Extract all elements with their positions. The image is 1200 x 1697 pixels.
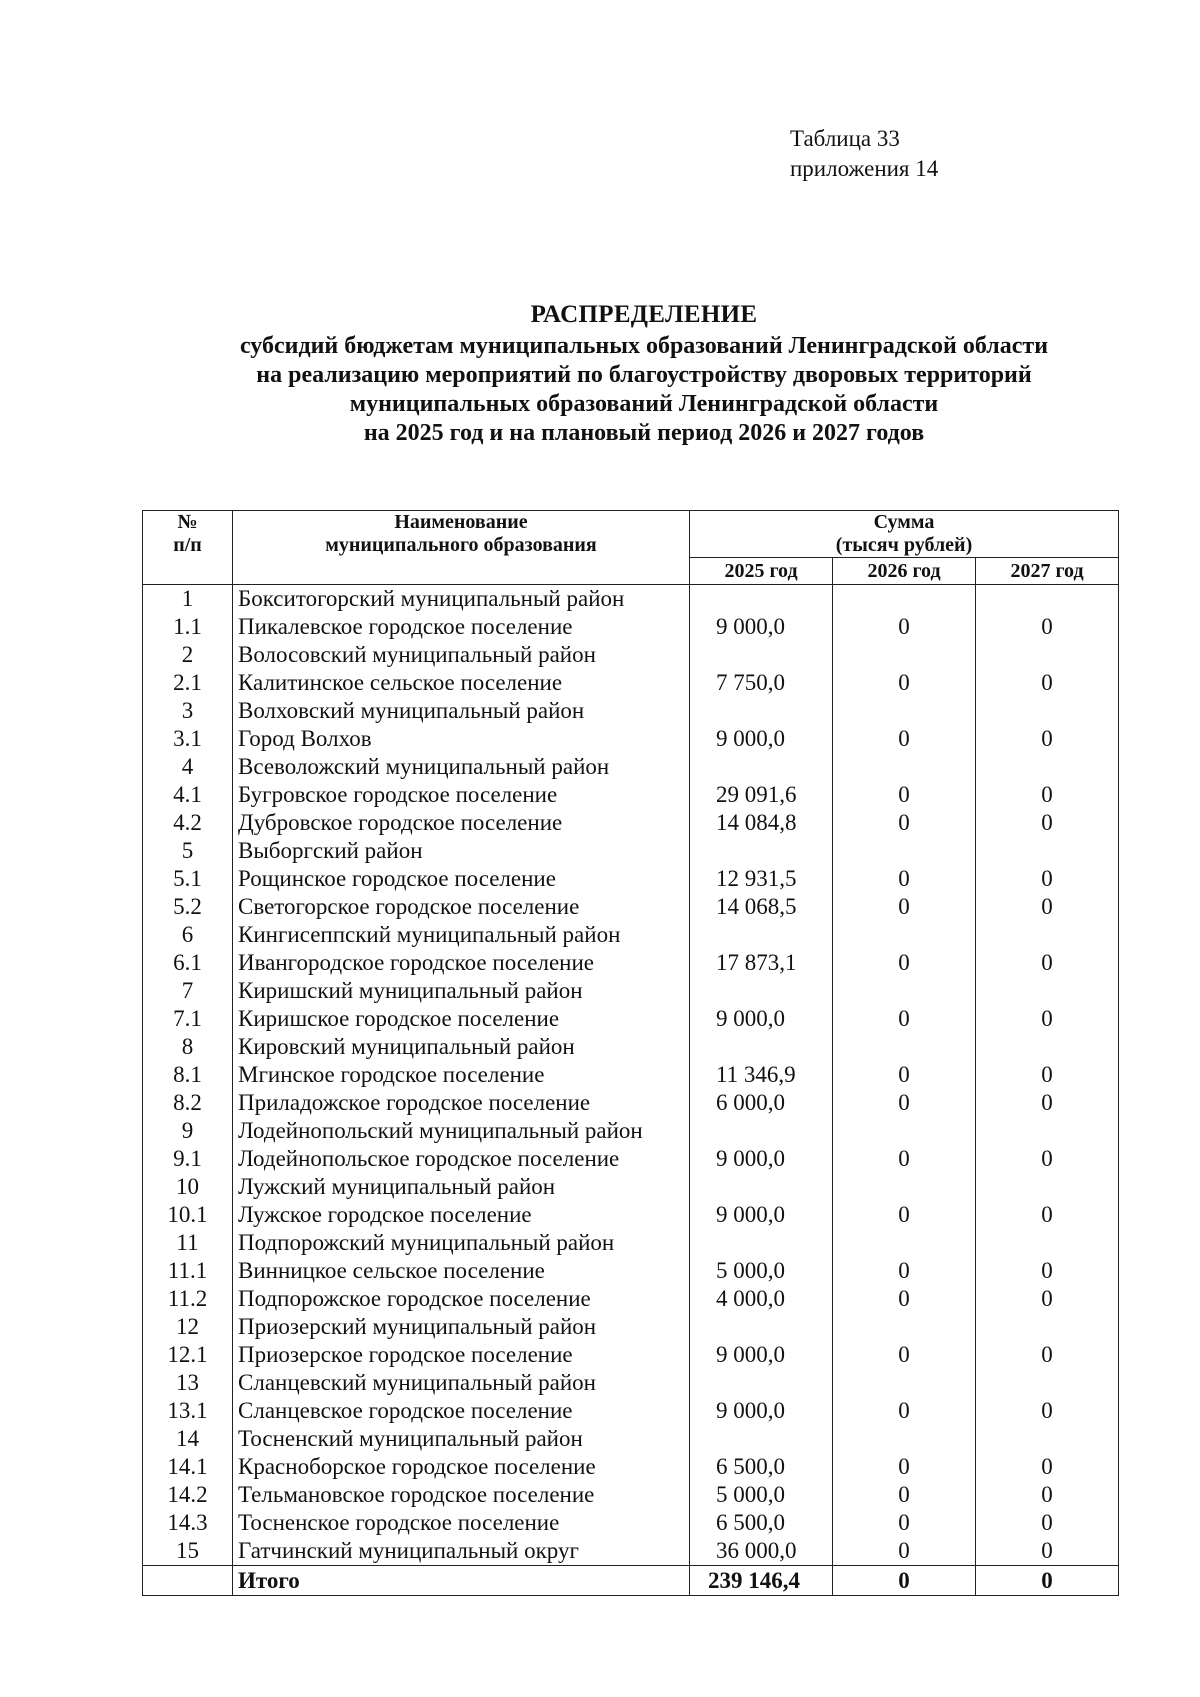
- row-value-2026: 0: [833, 1537, 976, 1566]
- table-row: [143, 613, 1119, 641]
- row-value-2026: [833, 1313, 976, 1341]
- row-value-2027: 0: [976, 1481, 1119, 1509]
- row-value-2026: [833, 753, 976, 781]
- row-number: 10: [143, 1173, 233, 1201]
- row-number: 14: [143, 1425, 233, 1453]
- row-name: Волосовский муниципальный район: [233, 641, 690, 669]
- row-value-2025: [690, 977, 833, 1005]
- table-row: [143, 1005, 1119, 1033]
- row-value-2027: 0: [976, 809, 1119, 837]
- row-value-2027: 0: [976, 613, 1119, 641]
- table-reference: [790, 124, 938, 184]
- appendix-number: приложения 14: [790, 156, 939, 181]
- row-number: 9.1: [143, 1145, 233, 1173]
- row-value-2026: 0: [833, 1509, 976, 1537]
- row-value-2026: 0: [833, 1397, 976, 1425]
- row-name: Светогорское городское поселение: [233, 893, 690, 921]
- table-row: [143, 585, 1119, 614]
- row-value-2025: [690, 1229, 833, 1257]
- row-value-2027: 0: [976, 1201, 1119, 1229]
- row-number: 14.3: [143, 1509, 233, 1537]
- row-value-2026: 0: [833, 669, 976, 697]
- row-name: Рощинское городское поселение: [233, 865, 690, 893]
- row-number: 14.2: [143, 1481, 233, 1509]
- row-number: 12.1: [143, 1341, 233, 1369]
- row-number: 11.1: [143, 1257, 233, 1285]
- row-number: 4.1: [143, 781, 233, 809]
- row-value-2025: 9 000,0: [690, 725, 833, 753]
- row-value-2027: 0: [976, 781, 1119, 809]
- row-value-2026: [833, 977, 976, 1005]
- title-line: муниципальных образований Ленинградской области: [349, 391, 939, 417]
- table-row: [143, 1425, 1119, 1453]
- title-line: на 2025 год и на плановый период 2026 и 2027 годов: [363, 420, 925, 446]
- row-value-2027: [976, 1425, 1119, 1453]
- table-row: [143, 1229, 1119, 1257]
- row-value-2027: 0: [976, 1285, 1119, 1313]
- row-value-2025: [690, 1313, 833, 1341]
- row-value-2025: [690, 1369, 833, 1397]
- row-value-2026: 0: [833, 893, 976, 921]
- row-value-2026: [833, 641, 976, 669]
- header-text: п/п: [173, 534, 202, 556]
- row-name: Лодейнопольский муниципальный район: [233, 1117, 690, 1145]
- row-value-2025: 6 500,0: [690, 1453, 833, 1481]
- row-value-2025: [690, 921, 833, 949]
- row-value-2026: 0: [833, 1453, 976, 1481]
- row-number: 11.2: [143, 1285, 233, 1313]
- row-name: Ивангородское городское поселение: [233, 949, 690, 977]
- table-row: [143, 1509, 1119, 1537]
- row-number: 8: [143, 1033, 233, 1061]
- table-row: [143, 1089, 1119, 1117]
- row-name: Лодейнопольское городское поселение: [233, 1145, 690, 1173]
- row-name: Выборгский район: [233, 837, 690, 865]
- row-value-2027: 0: [976, 725, 1119, 753]
- table-row: [143, 1285, 1119, 1313]
- table-number: Таблица 33: [790, 126, 900, 151]
- row-name: Тельмановское городское поселение: [233, 1481, 690, 1509]
- row-value-2027: 0: [976, 1061, 1119, 1089]
- row-value-2025: 9 000,0: [690, 1145, 833, 1173]
- row-value-2026: [833, 921, 976, 949]
- row-number: 1: [143, 585, 233, 614]
- row-value-2025: [690, 753, 833, 781]
- row-value-2027: [976, 753, 1119, 781]
- row-value-2027: 0: [976, 1397, 1119, 1425]
- table-row: [143, 1369, 1119, 1397]
- total-number-cell: [143, 1566, 233, 1596]
- row-number: 12: [143, 1313, 233, 1341]
- row-name: Винницкое сельское поселение: [233, 1257, 690, 1285]
- row-value-2027: 0: [976, 893, 1119, 921]
- table-row: [143, 1341, 1119, 1369]
- row-value-2026: 0: [833, 809, 976, 837]
- header-text: Наименование: [394, 511, 528, 533]
- row-value-2026: [833, 1173, 976, 1201]
- row-value-2025: 5 000,0: [690, 1481, 833, 1509]
- table-row: [143, 949, 1119, 977]
- row-value-2025: 14 068,5: [690, 893, 833, 921]
- row-value-2027: 0: [976, 1005, 1119, 1033]
- row-value-2025: 9 000,0: [690, 613, 833, 641]
- row-value-2025: 7 750,0: [690, 669, 833, 697]
- column-header-2027: 2027 год: [976, 558, 1119, 585]
- row-name: Бугровское городское поселение: [233, 781, 690, 809]
- row-name: Киришское городское поселение: [233, 1005, 690, 1033]
- row-number: 5.2: [143, 893, 233, 921]
- row-value-2025: 11 346,9: [690, 1061, 833, 1089]
- row-number: 13.1: [143, 1397, 233, 1425]
- row-value-2027: [976, 921, 1119, 949]
- row-value-2026: [833, 837, 976, 865]
- row-value-2025: [690, 641, 833, 669]
- row-value-2025: [690, 1117, 833, 1145]
- row-value-2025: 6 000,0: [690, 1089, 833, 1117]
- row-name: Дубровское городское поселение: [233, 809, 690, 837]
- row-name: Бокситогорский муниципальный район: [233, 585, 690, 614]
- table-row: [143, 1537, 1119, 1566]
- row-value-2026: 0: [833, 865, 976, 893]
- row-name: Волховский муниципальный район: [233, 697, 690, 725]
- table-row: [143, 697, 1119, 725]
- row-value-2027: [976, 1229, 1119, 1257]
- row-number: 1.1: [143, 613, 233, 641]
- row-value-2027: 0: [976, 669, 1119, 697]
- table-row: [143, 753, 1119, 781]
- row-name: Приладожское городское поселение: [233, 1089, 690, 1117]
- row-value-2025: 4 000,0: [690, 1285, 833, 1313]
- row-value-2025: 29 091,6: [690, 781, 833, 809]
- column-header-sum: [690, 511, 1119, 558]
- row-number: 8.1: [143, 1061, 233, 1089]
- row-value-2025: 14 084,8: [690, 809, 833, 837]
- row-value-2026: 0: [833, 781, 976, 809]
- table-row: [143, 893, 1119, 921]
- total-label: Итого: [233, 1566, 690, 1596]
- row-value-2026: 0: [833, 1201, 976, 1229]
- table-row: [143, 1117, 1119, 1145]
- header-text: (тысяч рублей): [835, 534, 973, 556]
- table-row: [143, 669, 1119, 697]
- row-name: Киришский муниципальный район: [233, 977, 690, 1005]
- table-row: [143, 1061, 1119, 1089]
- row-name: Гатчинский муниципальный округ: [233, 1537, 690, 1566]
- row-value-2026: [833, 1425, 976, 1453]
- row-value-2025: [690, 1425, 833, 1453]
- table-row: [143, 921, 1119, 949]
- total-row: [143, 1566, 1119, 1596]
- row-number: 5.1: [143, 865, 233, 893]
- total-2025: 239 146,4: [690, 1566, 833, 1596]
- row-value-2025: 17 873,1: [690, 949, 833, 977]
- table-row: [143, 725, 1119, 753]
- total-2026: 0: [833, 1566, 976, 1596]
- table-row: [143, 781, 1119, 809]
- document-title: [0, 300, 1200, 448]
- row-number: 15: [143, 1537, 233, 1566]
- row-value-2025: 6 500,0: [690, 1509, 833, 1537]
- table-row: [143, 1145, 1119, 1173]
- row-number: 8.2: [143, 1089, 233, 1117]
- row-value-2026: 0: [833, 1341, 976, 1369]
- title-line: субсидий бюджетам муниципальных образований Ленинградской области: [239, 333, 1049, 359]
- row-value-2027: [976, 1313, 1119, 1341]
- row-value-2025: [690, 1033, 833, 1061]
- row-value-2027: 0: [976, 1537, 1119, 1566]
- header-text: Сумма: [873, 511, 935, 533]
- row-value-2026: [833, 1117, 976, 1145]
- row-name: Сланцевский муниципальный район: [233, 1369, 690, 1397]
- row-number: 3.1: [143, 725, 233, 753]
- row-value-2027: [976, 1033, 1119, 1061]
- row-value-2027: 0: [976, 865, 1119, 893]
- row-value-2027: 0: [976, 1145, 1119, 1173]
- table-row: [143, 809, 1119, 837]
- row-value-2026: [833, 1229, 976, 1257]
- row-value-2027: 0: [976, 1089, 1119, 1117]
- row-name: Кингисеппский муниципальный район: [233, 921, 690, 949]
- column-header-2026: 2026 год: [833, 558, 976, 585]
- table-row: [143, 1201, 1119, 1229]
- row-name: Тосненский муниципальный район: [233, 1425, 690, 1453]
- row-name: Лужский муниципальный район: [233, 1173, 690, 1201]
- row-value-2027: 0: [976, 1257, 1119, 1285]
- row-value-2026: 0: [833, 725, 976, 753]
- column-header-name: [233, 511, 690, 585]
- table-row: [143, 865, 1119, 893]
- row-number: 7: [143, 977, 233, 1005]
- row-value-2026: 0: [833, 1005, 976, 1033]
- row-value-2026: 0: [833, 1481, 976, 1509]
- row-name: Подпорожское городское поселение: [233, 1285, 690, 1313]
- row-value-2025: [690, 697, 833, 725]
- row-name: Калитинское сельское поселение: [233, 669, 690, 697]
- column-header-2025: 2025 год: [690, 558, 833, 585]
- column-header-number: [143, 511, 233, 585]
- row-value-2026: 0: [833, 1257, 976, 1285]
- table-row: [143, 1481, 1119, 1509]
- row-name: Лужское городское поселение: [233, 1201, 690, 1229]
- total-2027: 0: [976, 1566, 1119, 1596]
- row-value-2026: 0: [833, 1145, 976, 1173]
- row-number: 3: [143, 697, 233, 725]
- row-name: Подпорожский муниципальный район: [233, 1229, 690, 1257]
- title-main: РАСПРЕДЕЛЕНИЕ: [530, 301, 758, 328]
- row-value-2027: 0: [976, 1453, 1119, 1481]
- row-value-2027: [976, 1173, 1119, 1201]
- row-value-2025: 9 000,0: [690, 1341, 833, 1369]
- row-value-2026: [833, 585, 976, 614]
- table-row: [143, 641, 1119, 669]
- row-value-2025: 9 000,0: [690, 1397, 833, 1425]
- row-number: 9: [143, 1117, 233, 1145]
- row-number: 6.1: [143, 949, 233, 977]
- row-name: Красноборское городское поселение: [233, 1453, 690, 1481]
- row-number: 4.2: [143, 809, 233, 837]
- row-number: 13: [143, 1369, 233, 1397]
- row-number: 5: [143, 837, 233, 865]
- row-number: 7.1: [143, 1005, 233, 1033]
- row-value-2026: 0: [833, 613, 976, 641]
- row-value-2027: [976, 1369, 1119, 1397]
- row-value-2026: 0: [833, 1061, 976, 1089]
- table-row: [143, 1033, 1119, 1061]
- row-name: Сланцевское городское поселение: [233, 1397, 690, 1425]
- row-value-2027: 0: [976, 1509, 1119, 1537]
- row-value-2025: [690, 837, 833, 865]
- header-text: муниципального образования: [325, 534, 597, 556]
- row-value-2025: 5 000,0: [690, 1257, 833, 1285]
- row-number: 11: [143, 1229, 233, 1257]
- row-value-2026: 0: [833, 1089, 976, 1117]
- table-row: [143, 1313, 1119, 1341]
- row-value-2027: 0: [976, 1341, 1119, 1369]
- row-name: Тосненское городское поселение: [233, 1509, 690, 1537]
- row-value-2026: [833, 697, 976, 725]
- row-value-2027: [976, 1117, 1119, 1145]
- row-name: Приозерский муниципальный район: [233, 1313, 690, 1341]
- table-row: [143, 1453, 1119, 1481]
- table-row: [143, 1257, 1119, 1285]
- row-value-2025: [690, 1173, 833, 1201]
- row-value-2025: 9 000,0: [690, 1201, 833, 1229]
- row-value-2027: [976, 641, 1119, 669]
- distribution-table: [142, 510, 1119, 1596]
- row-value-2027: 0: [976, 949, 1119, 977]
- row-number: 6: [143, 921, 233, 949]
- row-number: 2: [143, 641, 233, 669]
- row-number: 4: [143, 753, 233, 781]
- header-text: №: [177, 511, 198, 533]
- table-row: [143, 837, 1119, 865]
- table-row: [143, 977, 1119, 1005]
- row-name: Приозерское городское поселение: [233, 1341, 690, 1369]
- row-value-2025: 12 931,5: [690, 865, 833, 893]
- table-row: [143, 1173, 1119, 1201]
- row-value-2027: [976, 585, 1119, 614]
- row-name: Город Волхов: [233, 725, 690, 753]
- row-value-2026: 0: [833, 1285, 976, 1313]
- row-value-2027: [976, 837, 1119, 865]
- row-value-2025: [690, 585, 833, 614]
- row-name: Пикалевское городское поселение: [233, 613, 690, 641]
- row-value-2027: [976, 697, 1119, 725]
- table-body: [143, 585, 1119, 1566]
- row-value-2026: 0: [833, 949, 976, 977]
- row-number: 14.1: [143, 1453, 233, 1481]
- row-number: 10.1: [143, 1201, 233, 1229]
- row-value-2026: [833, 1369, 976, 1397]
- row-name: Кировский муниципальный район: [233, 1033, 690, 1061]
- row-value-2025: 36 000,0: [690, 1537, 833, 1566]
- row-number: 2.1: [143, 669, 233, 697]
- table-row: [143, 1397, 1119, 1425]
- title-line: на реализацию мероприятий по благоустройству дворовых территорий: [256, 362, 1032, 388]
- row-value-2026: [833, 1033, 976, 1061]
- row-name: Всеволожский муниципальный район: [233, 753, 690, 781]
- row-value-2027: [976, 977, 1119, 1005]
- row-value-2025: 9 000,0: [690, 1005, 833, 1033]
- row-name: Мгинское городское поселение: [233, 1061, 690, 1089]
